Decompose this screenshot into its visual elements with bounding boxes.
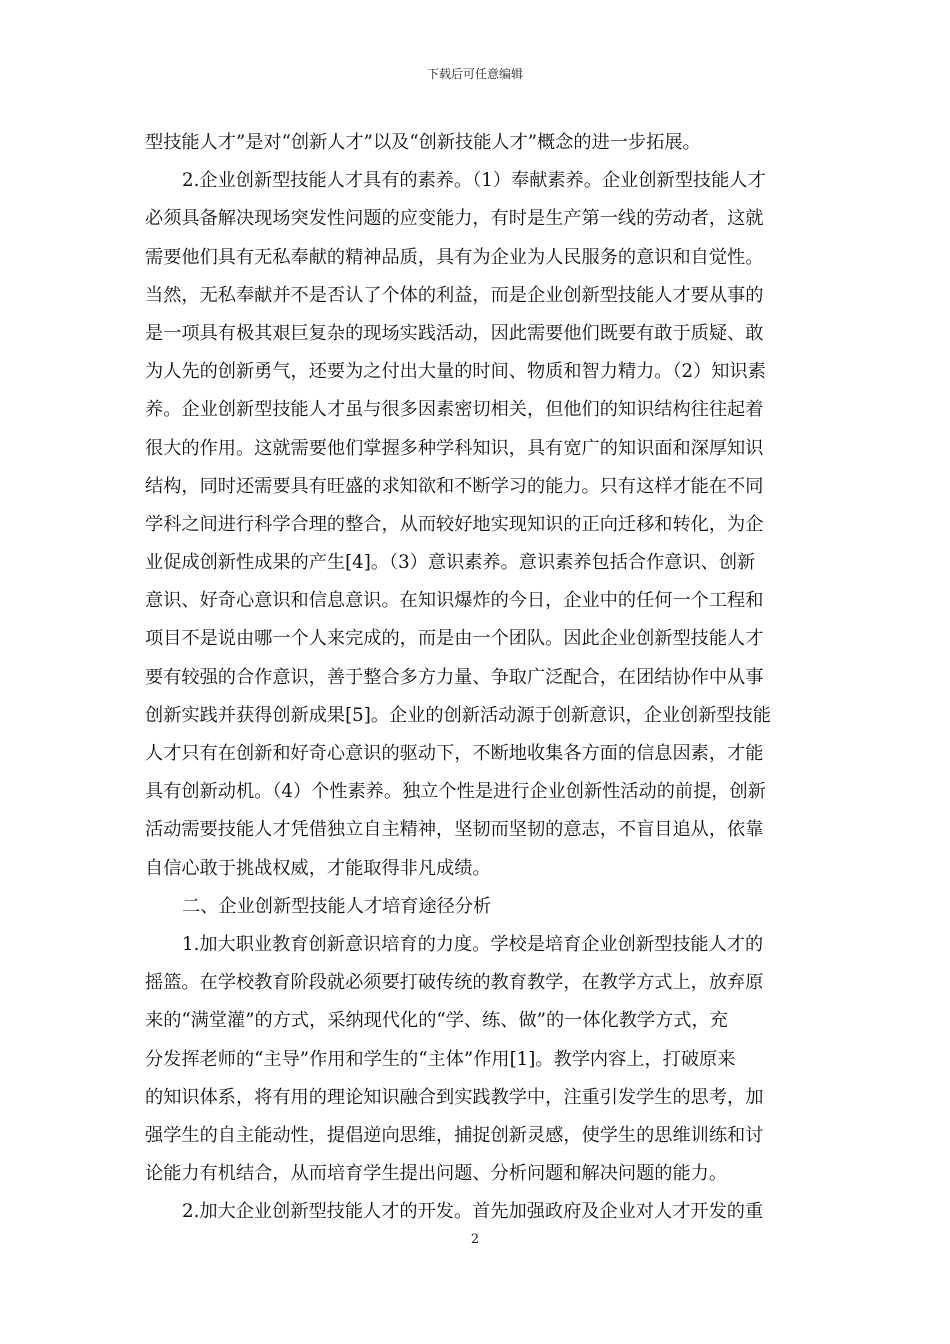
text-line: 结构，同时还需要具有旺盛的求知欲和不断学习的能力。只有这样才能在不同: [145, 475, 764, 497]
text-line: 很大的作用。这就需要他们掌握多种学科知识，具有宽广的知识面和深厚知识: [145, 437, 764, 459]
text-line: 具有创新动机。（4）个性素养。独立个性是进行企业创新性活动的前提，创新: [145, 781, 766, 803]
text-line: 强学生的自主能动性，提倡逆向思维，捕捉创新灵感，使学生的思维训练和讨: [145, 1124, 764, 1146]
text-line: 论能力有机结合，从而培育学生提出问题、分析问题和解决问题的能力。: [145, 1163, 728, 1185]
section-heading: 二、企业创新型技能人才培育途径分析: [182, 895, 492, 917]
text-line: 活动需要技能人才凭借独立自主精神，坚韧而坚韧的意志，不盲目追从，依靠: [145, 819, 764, 841]
text-line: 项目不是说由哪一个人来完成的，而是由一个团队。因此企业创新型技能人才: [145, 628, 764, 650]
text-line: 来的“满堂灌”的方式，采纳现代化的“学、练、做”的一体化教学方式，充: [145, 1010, 728, 1032]
text-line: 养。企业创新型技能人才虽与很多因素密切相关，但他们的知识结构往往起着: [145, 399, 764, 421]
text-line: 意识、好奇心意识和信息意识。在知识爆炸的今日，企业中的任何一个工程和: [145, 590, 764, 612]
paragraph-first-line: 2.企业创新型技能人才具有的素养。（1）奉献素养。企业创新型技能人才: [182, 170, 766, 192]
text-line: 当然，无私奉献并不是否认了个体的利益，而是企业创新型技能人才要从事的: [145, 284, 764, 306]
paragraph-first-line: 2.加大企业创新型技能人才的开发。首先加强政府及企业对人才开发的重: [182, 1201, 764, 1223]
page-header-note: 下载后可任意编辑: [426, 67, 523, 81]
text-line: 分发挥老师的“主导”作用和学生的“主体”作用[1]。教学内容上，打破原来: [145, 1048, 736, 1070]
text-line: 业促成创新性成果的产生[4]。（3）意识素养。意识素养包括合作意识、创新: [145, 552, 756, 574]
text-line: 人才只有在创新和好奇心意识的驱动下，不断地收集各方面的信息因素，才能: [145, 743, 764, 764]
text-line: 是一项具有极其艰巨复杂的现场实践活动，因此需要他们既要有敢于质疑、敢: [145, 322, 764, 344]
text-line: 为人先的创新勇气，还要为之付出大量的时间、物质和智力精力。（2）知识素: [145, 361, 766, 383]
text-line: 的知识体系，将有用的理论知识融合到实践教学中，注重引发学生的思考，加: [145, 1086, 764, 1108]
text-line: 摇篮。在学校教育阶段就必须要打破传统的教育教学，在教学方式上，放弃原: [145, 972, 764, 994]
text-line: 要有较强的合作意识，善于整合多方力量、争取广泛配合，在团结协作中从事: [145, 666, 764, 688]
page-number: 2: [470, 1232, 480, 1247]
text-line: 学科之间进行科学合理的整合，从而较好地实现知识的正向迁移和转化，为企: [145, 513, 764, 535]
text-line: 创新实践并获得创新成果[5]。企业的创新活动源于创新意识，企业创新型技能: [145, 704, 771, 726]
text-line: 自信心敢于挑战权威，才能取得非凡成绩。: [145, 857, 491, 879]
text-line: 需要他们具有无私奉献的精神品质，具有为企业为人民服务的意识和自觉性。: [145, 246, 764, 268]
document-body: [145, 124, 810, 1231]
text-line: 必须具备解决现场突发性问题的应变能力，有时是生产第一线的劳动者，这就: [145, 208, 764, 230]
text-line: 型技能人才”是对“创新人才”以及“创新技能人才”概念的进一步拓展。: [145, 132, 701, 153]
paragraph-first-line: 1.加大职业教育创新意识培育的力度。学校是培育企业创新型技能人才的: [182, 933, 764, 955]
